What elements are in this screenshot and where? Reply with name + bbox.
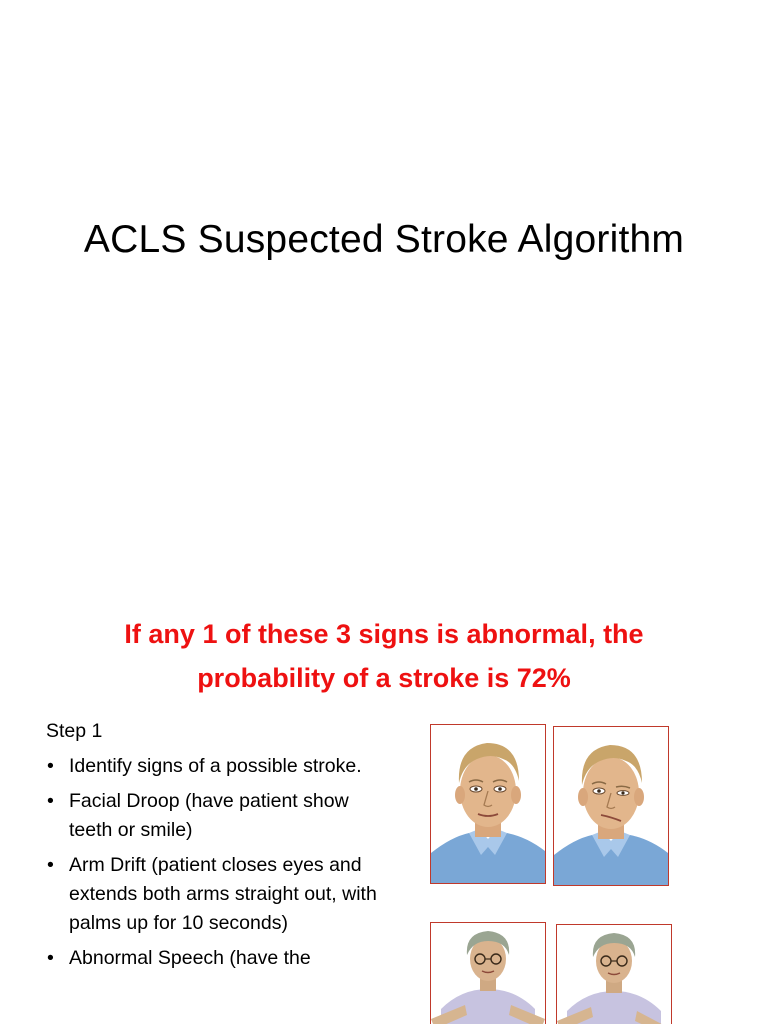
headline-line-1: If any 1 of these 3 signs is abnormal, the (124, 619, 644, 649)
bullet-list (46, 752, 386, 973)
bullet-item: • Facial Droop (have patient show teeth or smile) (46, 787, 386, 845)
bullet-item: • Arm Drift (patient closes eyes and extends both arms straight out, with palms up for 10 seconds) (46, 851, 386, 938)
man-face-normal-image (431, 725, 545, 883)
bullet-item: • Abnormal Speech (have the (46, 944, 386, 973)
man-face-normal-illustration (430, 724, 546, 884)
man-face-droop-image (554, 727, 668, 885)
step-label: Step 1 (46, 720, 103, 742)
content-slide (0, 576, 768, 1024)
bullet-item: • Identify signs of a possible stroke. (46, 752, 386, 781)
slide-title: ACLS Suspected Stroke Algorithm (83, 218, 685, 261)
woman-arms-normal-illustration (430, 922, 546, 1024)
woman-arms-normal-image (431, 923, 545, 1024)
woman-arms-drift-image (557, 925, 671, 1024)
headline-line-2: probability of a stroke is 72% (197, 663, 571, 693)
man-face-droop-illustration (553, 726, 669, 886)
body-text (46, 717, 386, 979)
headline (20, 612, 748, 700)
woman-arms-drift-illustration (556, 924, 672, 1024)
